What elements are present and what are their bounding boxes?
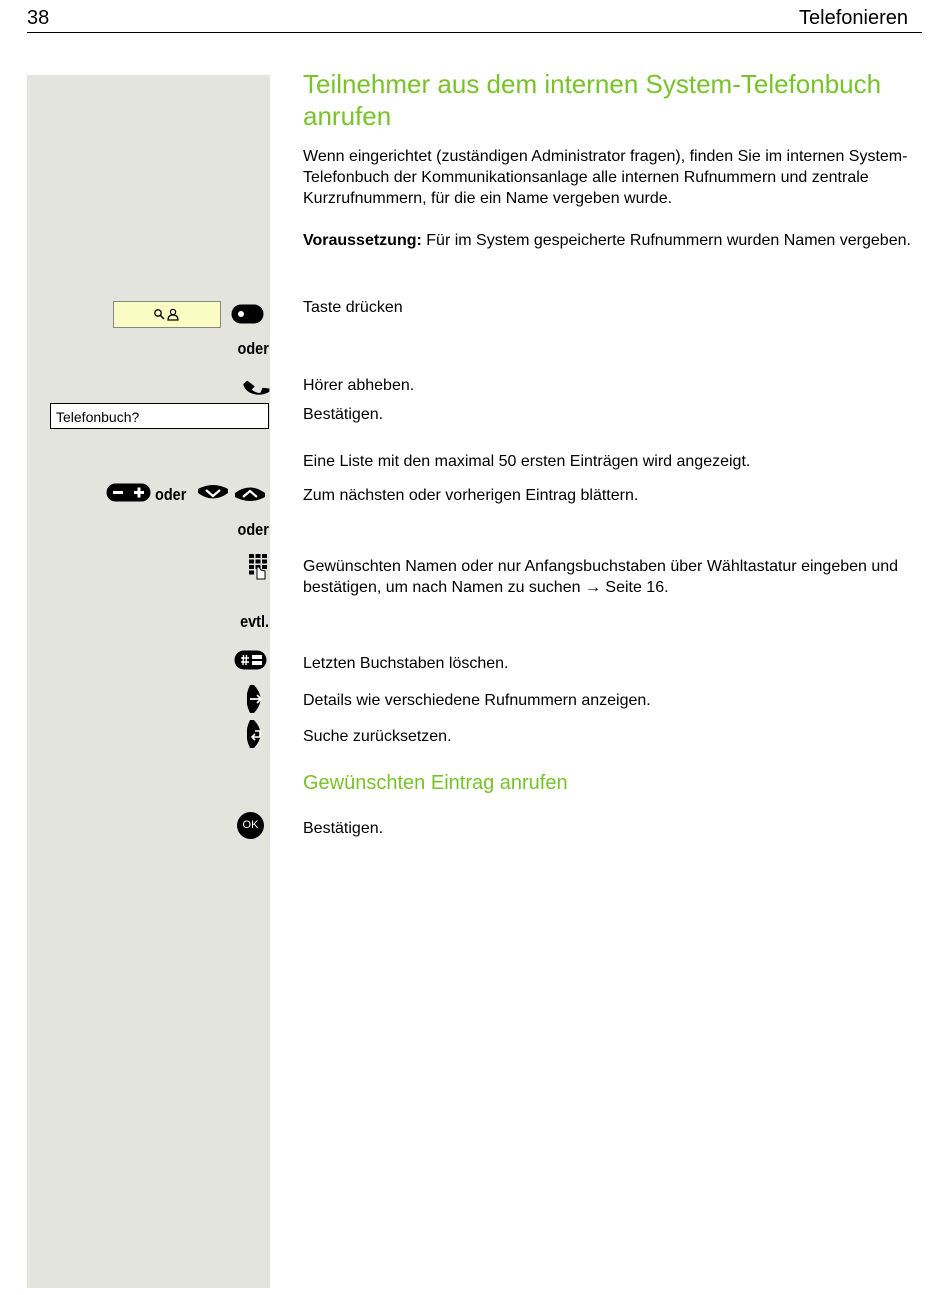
phonebook-display-key[interactable] [113,301,221,328]
optional-label: evtl. [240,612,269,631]
prerequisite-text: Für im System gespeicherte Rufnummern wurden Namen vergeben. [421,232,911,249]
running-header: Telefonieren [799,7,908,29]
nav-right-icon[interactable] [247,684,267,714]
step-reset-search: Suche zurücksetzen. [303,728,452,745]
keypad-icon[interactable] [248,553,268,581]
instruction-sidebar [27,75,270,1288]
intro-paragraph: Wenn eingerichtet (zuständigen Administrator fragen), finden Sie im internen System-Telefonbuch der Kommunikationsanlage alle internen Rufnummern und zentrale Kurzrufnummern, für die ein Name vergeben wurde. [303,148,908,207]
step-scroll: Zum nächsten oder vorherigen Eintrag blättern. [303,487,639,504]
prerequisite-paragraph [303,230,925,251]
step-confirm: Bestätigen. [303,406,384,423]
step-call-confirm: Bestätigen. [303,820,384,837]
minus-plus-key-icon[interactable] [106,483,151,502]
or-label-2: oder [237,520,269,539]
nav-down-icon[interactable] [197,484,229,502]
softkey-icon [231,304,264,324]
step-keypad-search: Gewünschten Namen oder nur Anfangsbuchstaben über Wähltastatur eingeben und bestätigen, um nach Namen zu suchen → Seite 16. [303,558,899,596]
page-title: Teilnehmer aus dem internen System-Telefonbuch anrufen [303,69,882,131]
ok-key-icon[interactable]: OK [237,812,264,839]
list-info: Eine Liste mit den maximal 50 ersten Einträgen wird angezeigt. [303,453,751,470]
or-label: oder [237,339,269,358]
step-press-key: Taste drücken [303,299,403,316]
softkey-button[interactable] [231,304,264,324]
step-lift-handset: Hörer abheben. [303,377,415,394]
scroll-or-label: oder [155,485,187,504]
prerequisite-label: Voraussetzung: [303,232,422,249]
page-number: 38 [27,7,50,29]
phonebook-key-icon [114,302,220,327]
hash-key-icon[interactable] [234,650,267,670]
handset-icon [242,376,270,398]
header-rule [27,32,922,33]
nav-up-icon[interactable] [234,484,266,502]
nav-back-icon[interactable] [247,719,267,749]
step-show-details: Details wie verschiedene Rufnummern anzeigen. [303,692,651,709]
prompt-display[interactable]: Telefonbuch? [50,403,269,429]
step-delete-letter: Letzten Buchstaben löschen. [303,655,509,672]
section-subtitle: Gewünschten Eintrag anrufen [303,772,568,794]
